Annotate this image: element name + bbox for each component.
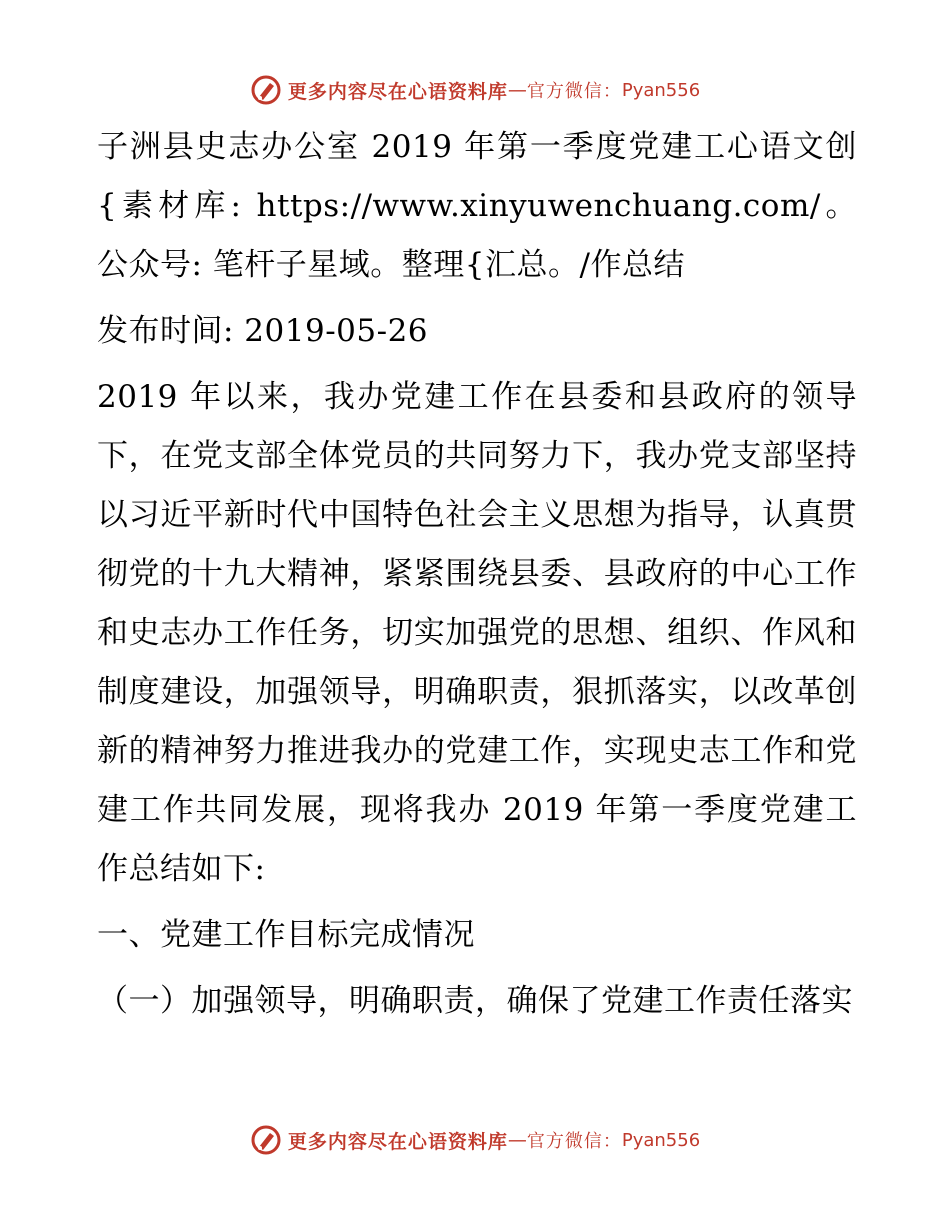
top-watermark-banner — [0, 70, 950, 110]
publish-time: 发布时间: 2019-05-26 — [97, 313, 429, 349]
banner-sub-text: 官方微信： — [526, 1131, 622, 1152]
bottom-watermark-banner — [0, 1120, 950, 1160]
banner-main-text: 更多内容尽在心语资料库 — [287, 1130, 508, 1153]
banner-handle: Pyan556 — [621, 1129, 701, 1151]
subsection-heading: （一）加强领导，明确职责，确保了党建工作责任落实 — [97, 983, 853, 1019]
banner-dash: — — [507, 1129, 527, 1151]
banner-sub-text: 官方微信： — [526, 81, 622, 102]
banner-dash: — — [507, 79, 527, 101]
intro-paragraph: 2019 年以来，我办党建工作在县委和县政府的领导下，在党支部全体党员的共同努力下，我办党支部坚持以习近平新时代中国特色社会主义思想为指导，认真贯彻党的十九大精神，紧紧围绕县委、县政府的中心工作和史志办工作任务，切实加强党的思想、组织、作风和制度建设，加强领导，明确职责，狠抓落实，以改革创新的精神努力推进我办的党建工作，实现史志工作和党建工作共同发展，现将我办 2019 年第一季度党建工作总结如下: — [97, 379, 857, 887]
pen-logo-icon — [250, 74, 282, 106]
banner-main-text: 更多内容尽在心语资料库 — [287, 80, 508, 103]
banner-handle: Pyan556 — [621, 79, 701, 101]
document-title: 子洲县史志办公室 2019 年第一季度党建工心语文创{素材库: https://www.xinyuwenchuang.com/。公众号: 笔杆子星域。整理{汇总。/作总结 — [97, 129, 857, 283]
document-content — [97, 118, 857, 1031]
pen-logo-icon — [250, 1124, 282, 1156]
section-heading: 一、党建工作目标完成情况 — [97, 917, 475, 953]
